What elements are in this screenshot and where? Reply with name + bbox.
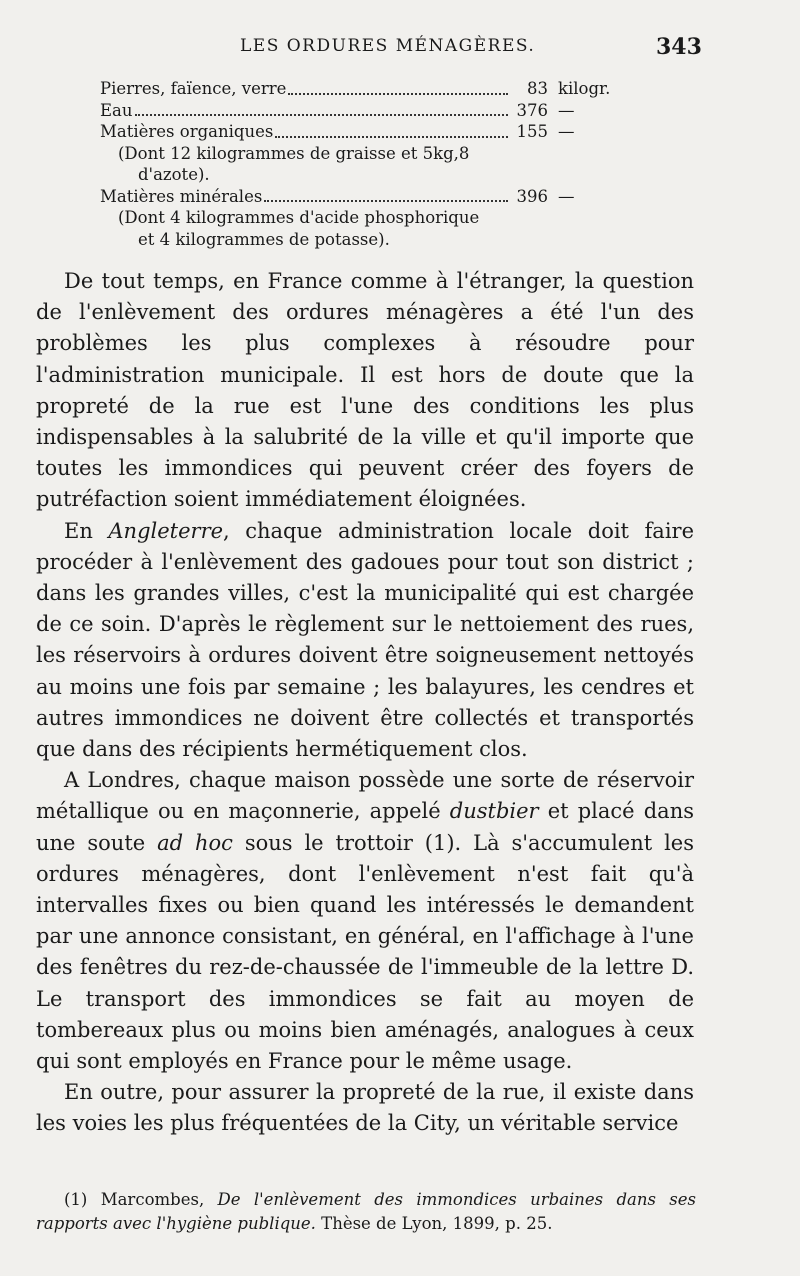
composition-label: Matières minérales [100,186,263,206]
page-number: 343 [656,34,702,60]
dot-leader [275,136,508,138]
composition-row [100,186,640,208]
composition-row [100,100,640,122]
composition-label: Matières organiques [100,122,274,141]
composition-note: (Dont 12 kilogrammes de graisse et 5kg,8 [118,143,470,163]
paragraph-3-text: sous le trottoir (1). Là s'accumulent les ordures ménagères, dont l'enlèvement n'est fait qu'à intervalles fixes ou bien quand les intéressés le demandent par une annonce consistant, en général, en l'affichage à l'une des fenêtres du rez-de-chaussée de l'immeuble de la lettre D. Le transport des immondices se fait au moyen de tombereaux plus ou moins bien aménagés, analogues à ceux qui sont employés en France pour le même usage. [36,830,695,1074]
paragraph-3-text: et placé dans une soute [36,799,694,855]
composition-note: (Dont 4 kilogrammes d'acide phosphorique [118,208,480,227]
composition-unit: — [558,100,575,120]
composition-label: Pierres, faïence, verre [100,79,287,98]
composition-value: 155 [516,122,548,141]
composition-unit: — [558,186,575,206]
composition-value: 376 [516,100,548,120]
composition-table [100,78,640,250]
dot-leader [135,114,508,116]
composition-label: Eau [100,100,133,120]
body-text [36,266,694,1140]
composition-row [100,121,640,143]
running-head: LES ORDURES MÉNAGÈRES. [240,36,536,56]
paragraph-2 [36,516,694,766]
paragraph-2-text: , chaque administration locale doit faire procéder à l'enlèvement des gadoues pour tout son district ; dans les grandes villes, c'est la municipalité qui est chargée de ce soin. D'après le règlement sur le nettoiement des rues, les réservoirs à ordures doivent être soigneusement nettoyés au moins une fois par semaine ; les balayures, les cendres et autres immondices ne doivent être collectés et transportés que dans des récipients hermétiquement clos. [36,518,695,762]
paragraph-3-emphasis: ad hoc [157,830,233,855]
paragraph-3 [36,765,694,1077]
composition-row [100,78,640,100]
paragraph-3-emphasis: dustbier [449,799,539,824]
paragraph-2-text: En [64,518,109,543]
paragraph-3-text: A Londres, chaque maison possède une sorte de réservoir métallique ou en maçonnerie, appelé [36,768,694,824]
composition-note-continued: et 4 kilogrammes de potasse). [138,229,390,249]
footnote-reference: Thèse de Lyon, 1899, p. 25. [315,1213,553,1233]
composition-note-continued: d'azote). [138,165,210,184]
paragraph-1: De tout temps, en France comme à l'étranger, la question de l'enlèvement des ordures ménagères a été l'un des problèmes les plus complexes à résoudre pour l'administration municipale. Il est hors de doute que la propreté de la rue est l'une des conditions les plus indispensables à la salubrité de la ville et qu'il importe que toutes les immondices qui peuvent créer des foyers de putréfaction soient immédiatement éloignées. [36,269,694,512]
dot-leader [288,93,508,95]
dot-leader [264,200,508,202]
paragraph-2-emphasis: Angleterre [108,518,224,543]
footnote-title: De l'enlèvement des immondices urbaines dans ses rapports avec l'hygiène publique. [36,1190,697,1233]
composition-unit: — [558,122,575,141]
composition-unit: kilogr. [558,79,611,98]
footnote-marker: (1) Marcombes, [64,1190,218,1209]
composition-value: 83 [527,79,548,98]
paragraph-4: En outre, pour assurer la propreté de la rue, il existe dans les voies les plus fréquentées de la City, un véritable service [36,1080,694,1136]
footnote [36,1188,696,1235]
footnote-text [36,1188,696,1235]
composition-value: 396 [516,186,548,206]
